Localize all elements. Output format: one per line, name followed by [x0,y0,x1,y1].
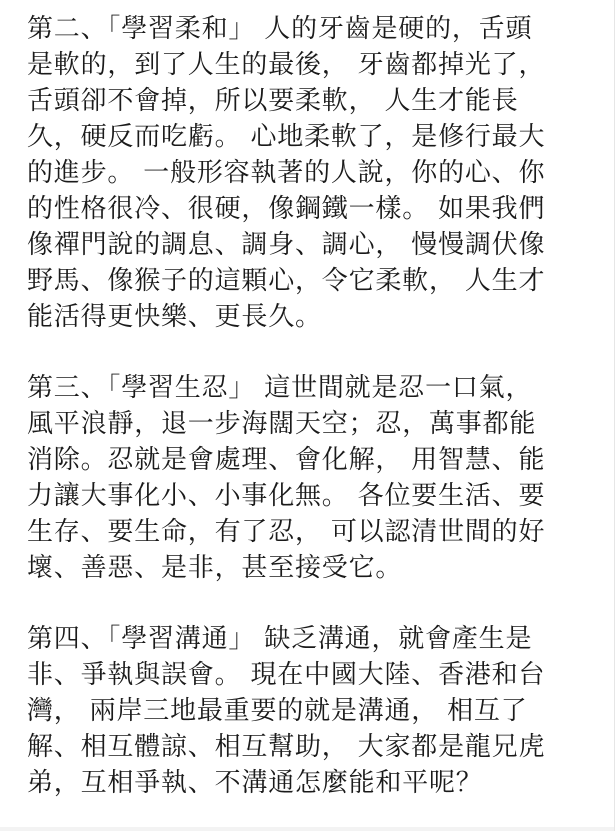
paragraph-learn-gentleness [27,11,587,335]
text-line: 生存、要生命，有了忍， 可以認清世間的好 [27,517,546,547]
page-bottom-edge [0,827,614,831]
text-line: 力讓大事化小、小事化無。 各位要生活、要 [27,481,546,511]
text-line: 能活得更快樂、更長久。 [27,302,322,332]
text-line: 久，硬反而吃虧。 心地柔軟了，是修行最大 [27,122,546,152]
text-line: 弟，互相爭執、不溝通怎麼能和平呢？ [27,768,483,798]
text-line: 像禪門說的調息、調身、調心， 慢慢調伏像 [27,230,546,260]
text-line: 第二、「學習柔和」 人的牙齒是硬的，舌頭 [27,14,533,44]
text-line: 的性格很冷、很硬，像鋼鐵一樣。 如果我們 [27,194,546,224]
text-line: 非、爭執與誤會。 現在中國大陸、香港和台 [27,660,546,690]
text-line: 壞、善惡、是非，甚至接受它。 [27,553,403,583]
text-line: 是軟的，到了人生的最後， 牙齒都掉光了， [27,50,546,80]
text-line: 風平浪靜，退一步海闊天空；忍，萬事都能 [27,409,537,439]
text-line: 灣， 兩岸三地最重要的就是溝通， 相互了 [27,696,528,726]
text-line: 的進步。 一般形容執著的人說，你的心、你 [27,158,546,188]
paragraph-learn-communication [27,621,587,801]
text-line: 第四、「學習溝通」 缺乏溝通，就會產生是 [27,624,533,654]
text-line: 舌頭卻不會掉，所以要柔軟， 人生才能長 [27,86,519,116]
text-line: 第三、「學習生忍」 這世間就是忍一口氣， [27,373,533,403]
paragraph-learn-patience [27,370,587,586]
text-line: 消除。忍就是會處理、會化解， 用智慧、能 [27,445,546,475]
text-line: 野馬、像猴子的這顆心，令它柔軟， 人生才 [27,266,546,296]
text-line: 解、相互體諒、相互幫助， 大家都是龍兄虎 [27,732,546,762]
